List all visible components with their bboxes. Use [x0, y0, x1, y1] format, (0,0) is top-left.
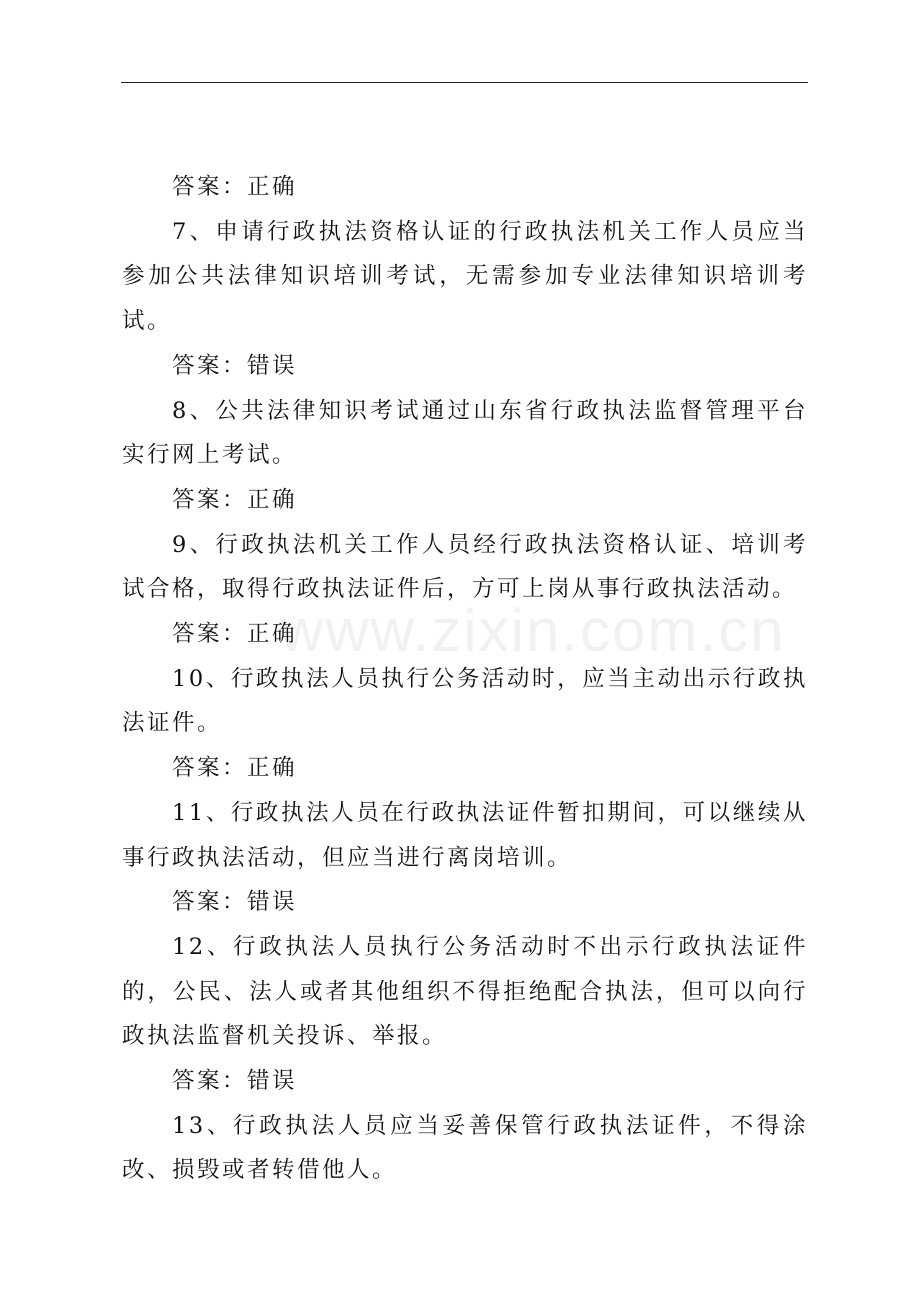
question-12: 12、行政执法人员执行公务活动时不出示行政执法证件的，公民、法人或者其他组织不得拒绝配合执法，但可以向行政执法监督机关投诉、举报。: [122, 933, 808, 1050]
question-11: 11、行政执法人员在行政执法证件暂扣期间，可以继续从事行政执法活动，但应当进行离岗培训。: [122, 799, 808, 871]
answer-7: 答案：错误: [172, 352, 298, 379]
answer-11: 答案：错误: [172, 889, 298, 916]
document-body: [122, 165, 808, 1193]
question-7: 7、申请行政执法资格认证的行政执法机关工作人员应当参加公共法律知识培训考试，无需参加专业法律知识培训考试。: [122, 218, 808, 335]
answer-12: 答案：错误: [172, 1068, 298, 1095]
answer-9: 答案：正确: [172, 621, 298, 648]
answer-6: 答案：正确: [172, 174, 298, 200]
answer-10: 答案：正确: [172, 755, 298, 782]
question-10: 10、行政执法人员执行公务活动时，应当主动出示行政执法证件。: [122, 665, 808, 737]
answer-8: 答案：正确: [172, 486, 298, 513]
question-9: 9、行政执法机关工作人员经行政执法资格认证、培训考试合格，取得行政执法证件后，方可上岗从事行政执法活动。: [122, 531, 808, 603]
question-8: 8、公共法律知识考试通过山东省行政执法监督管理平台实行网上考试。: [122, 397, 808, 469]
watermark: www.zixin.com.cn: [280, 597, 786, 664]
question-13: 13、行政执法人员应当妥善保管行政执法证件，不得涂改、损毁或者转借他人。: [122, 1112, 808, 1184]
header-rule: [121, 82, 808, 83]
